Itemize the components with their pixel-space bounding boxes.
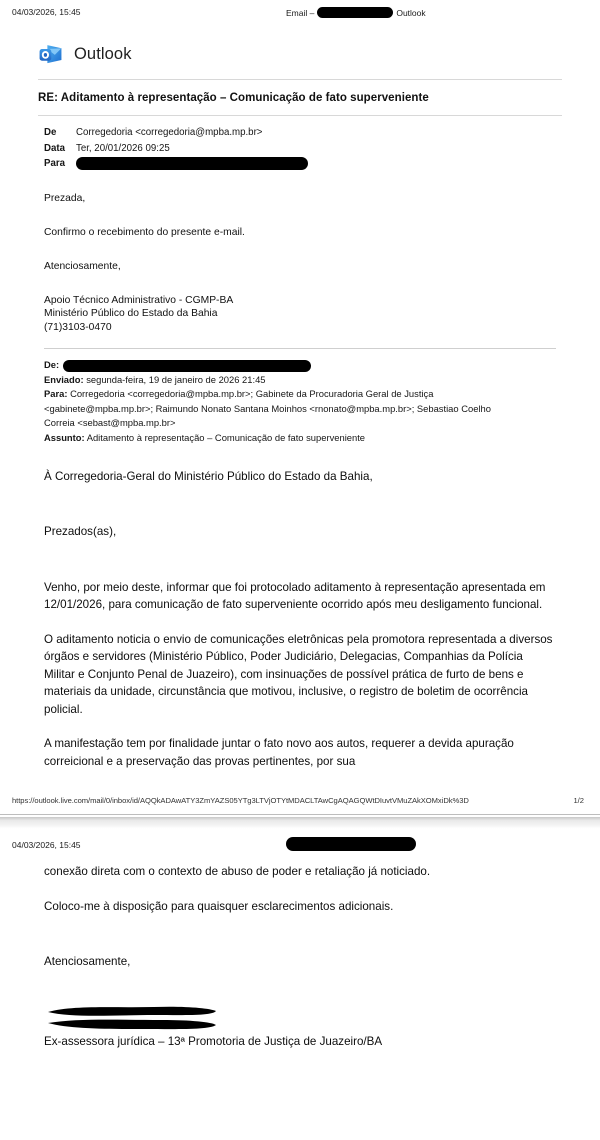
- original-signature-block: [0, 999, 600, 1051]
- email-meta-headers: [0, 116, 600, 176]
- meta-row-date: [44, 141, 600, 157]
- print-timestamp: 04/03/2026, 15:45: [12, 7, 81, 17]
- original-message-body: [0, 446, 600, 771]
- reply-signature: [44, 294, 556, 335]
- document-title-prefix: Email –: [286, 7, 315, 18]
- quoted-label-sent: Enviado:: [44, 373, 84, 385]
- original-greeting: Prezados(as),: [44, 525, 117, 539]
- original-paragraph-3: A manifestação tem por finalidade juntar o fato novo aos autos, requerer a devida apuração correicional e a preservação das provas pertinentes, por sua: [44, 737, 514, 768]
- redaction-bar-title-page-2: [286, 837, 416, 851]
- quoted-row-to: [44, 387, 556, 402]
- print-footer: [0, 788, 600, 814]
- redaction-bar-quoted-from: [63, 360, 311, 372]
- quoted-row-from: [44, 358, 556, 373]
- page-separator: [0, 814, 600, 833]
- spacer-4: [44, 718, 556, 735]
- quoted-headers: [0, 349, 600, 446]
- print-page-2: [0, 833, 600, 1050]
- original-addressee: À Corregedoria-Geral do Ministério Público do Estado da Bahia,: [44, 469, 373, 483]
- outlook-brand-row: [0, 26, 600, 79]
- spacer-5: [44, 881, 556, 898]
- meta-label-from: De: [44, 127, 57, 138]
- original-paragraph-3-continued: conexão direta com o contexto de abuso de poder e retaliação já noticiado.: [44, 865, 431, 879]
- original-signature-role: Ex-assessora jurídica – 13ª Promotoria de Justiça de Juazeiro/BA: [44, 1034, 383, 1048]
- document-title-suffix: Outlook: [396, 7, 426, 18]
- quoted-label-to: Para:: [44, 388, 68, 400]
- redaction-bar-to: [76, 157, 308, 170]
- print-header: [0, 0, 600, 26]
- signature-line-3: (71)3103-0470: [44, 321, 112, 333]
- meta-row-from: [44, 125, 600, 141]
- outlook-logo-icon: [38, 42, 63, 67]
- original-paragraph-4: Coloco-me à disposição para quaisquer esclarecimentos adicionais.: [44, 899, 394, 913]
- quoted-row-sent: [44, 373, 556, 388]
- reply-body: [0, 176, 600, 335]
- print-footer-page-number: 1/2: [573, 796, 584, 806]
- print-timestamp-page-2: 04/03/2026, 15:45: [12, 840, 81, 851]
- original-message-body-continued: [0, 859, 600, 971]
- spacer-6: [44, 915, 556, 953]
- print-header-page-2: [0, 833, 600, 859]
- signature-line-1: Apoio Técnico Administrativo - CGMP-BA: [44, 294, 234, 306]
- quoted-value-to-line-3: Correia <sebast@mpba.mp.br>: [44, 417, 176, 429]
- meta-value-from: Corregedoria <corregedoria@mpba.mp.br>: [76, 127, 263, 138]
- reply-closing: Atenciosamente,: [44, 260, 121, 272]
- quoted-row-subject: [44, 431, 556, 446]
- outlook-brand-name: Outlook: [74, 45, 132, 63]
- quoted-value-sent: segunda-feira, 19 de janeiro de 2026 21:45: [86, 373, 266, 385]
- original-paragraph-2: O aditamento noticia o envio de comunicações eletrônicas pela promotora representada a diversos órgãos e servidores (Ministério Público, Poder Judiciário, Delegacias, Companhias da Polícia Militar e Conjunto Penal de Juazeiro), com insinuações de possível prática de furto de bens e materiais da unidade, circunstância que motivou, inclusive, o registro de boletim de ocorrência policial.: [44, 632, 553, 716]
- quoted-value-to-line-2: <gabinete@mpba.mp.br>; Raimundo Nonato Santana Moinhos <rnonato@mpba.mp.br>; Sebastiao Coelho: [44, 402, 491, 414]
- reply-line-1: Confirmo o recebimento do presente e-mail.: [44, 226, 245, 238]
- meta-value-to: [76, 156, 600, 172]
- email-subject: RE: Aditamento à representação – Comunicação de fato superveniente: [38, 92, 429, 104]
- print-footer-url: https://outlook.live.com/mail/0/inbox/id/AQQkADAwATY3ZmYAZS05YTg3LTVjOTYtMDACLTAwCgAQAGQWtDIuvtVMuZAkXOMxiDk%3D: [12, 796, 469, 806]
- spacer-1: [44, 485, 556, 523]
- print-document-title-page-2: [286, 837, 416, 851]
- meta-label-date: Data: [44, 142, 65, 154]
- quoted-label-subject: Assunto:: [44, 431, 85, 443]
- original-paragraph-1: Venho, por meio deste, informar que foi protocolado aditamento à representação apresentada em 12/01/2026, para comunicação de fato superveniente ocorrido após meu desligamento funcional.: [44, 580, 546, 612]
- original-closing: Atenciosamente,: [44, 955, 131, 969]
- redaction-scribble-signature: [44, 999, 219, 1033]
- meta-value-date: Ter, 20/01/2026 09:25: [76, 142, 170, 154]
- quoted-value-subject: Aditamento à representação – Comunicação de fato superveniente: [86, 431, 366, 443]
- signature-line-2: Ministério Público do Estado da Bahia: [44, 308, 218, 319]
- print-document-title: [286, 7, 426, 18]
- spacer-2: [44, 541, 556, 579]
- spacer-3: [44, 614, 556, 631]
- quoted-label-from: De:: [44, 359, 60, 370]
- redaction-bar-title: [317, 7, 393, 18]
- quoted-value-to-line-1: Corregedoria <corregedoria@mpba.mp.br>; Gabinete da Procuradoria Geral de Justiça: [70, 388, 434, 400]
- reply-greeting: Prezada,: [44, 192, 86, 204]
- meta-row-to: [44, 156, 600, 172]
- meta-label-to: Para: [44, 158, 66, 169]
